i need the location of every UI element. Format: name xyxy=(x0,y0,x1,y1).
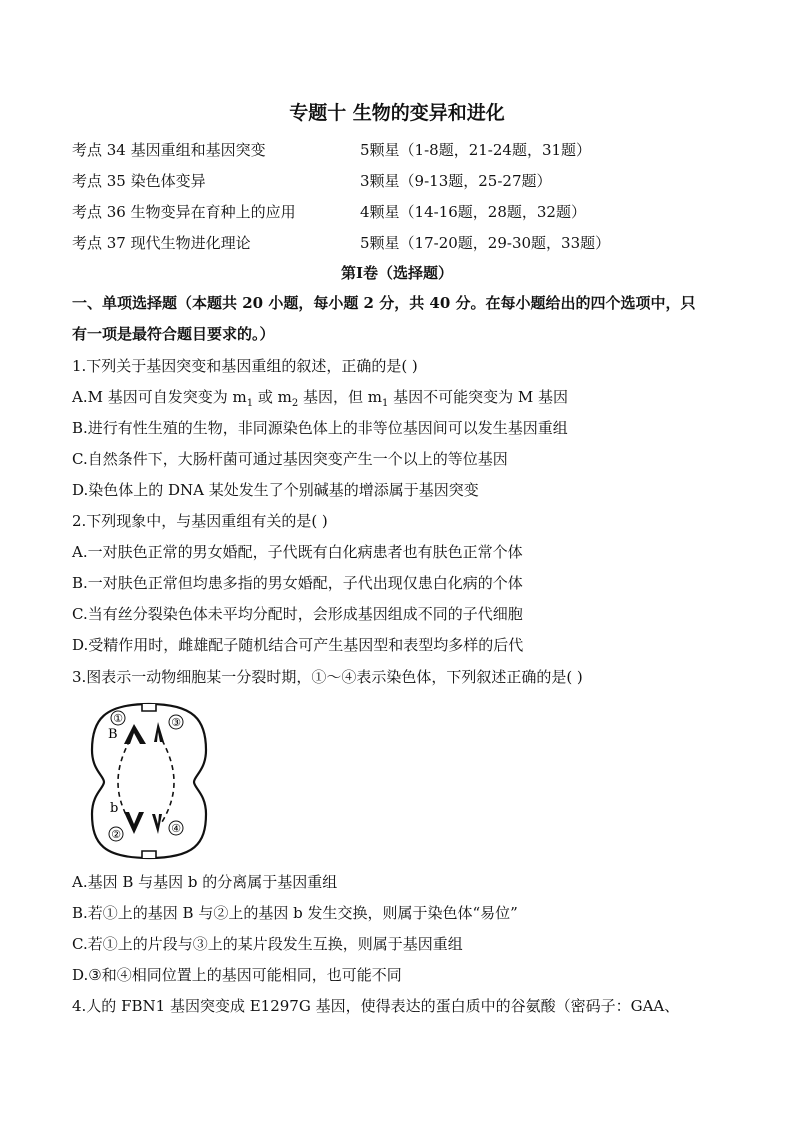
section-instructions-line1: 一、单项选择题（本题共 20 小题，每小题 2 分，共 40 分。在每小题给出的四个选项中，只 xyxy=(72,294,696,312)
section-instructions-line2: 有一项是最符合题目要求的。） xyxy=(72,325,275,343)
q1-option-b: B.进行有性生殖的生物，非同源染色体上的非等位基因间可以发生基因重组 xyxy=(72,419,568,437)
label-gene-B: B xyxy=(108,727,118,742)
q3-option-a: A.基因 B 与基因 b 的分离属于基因重组 xyxy=(72,873,338,891)
q3-option-c: C.若①上的片段与③上的某片段发生互换，则属于基因重组 xyxy=(72,935,463,953)
q2-stem: 2.下列现象中，与基因重组有关的是( ) xyxy=(72,512,328,530)
chromosome-4 xyxy=(152,814,162,834)
kaodian-36-name: 考点 36 生物变异在育种上的应用 xyxy=(72,203,296,221)
kaodian-37-name: 考点 37 现代生物进化理论 xyxy=(72,234,251,252)
chromosome-2 xyxy=(124,812,144,834)
label-gene-b: b xyxy=(110,801,119,816)
label-chromosome-1: ① xyxy=(113,712,123,725)
q1-option-c: C.自然条件下，大肠杆菌可通过基因突变产生一个以上的等位基因 xyxy=(72,450,508,468)
q1-stem: 1.下列关于基因突变和基因重组的叙述，正确的是( ) xyxy=(72,357,418,375)
volume-heading: 第Ⅰ卷（选择题） xyxy=(340,264,454,282)
q1-option-a: A.M 基因可自发突变为 $m_1$ 或 $m_2$ 基因，但 $m_1$ 基因不可能突变为 M 基因 xyxy=(72,388,569,409)
kaodian-34-stars: 5颗星（1-8题，21-24题，31题） xyxy=(360,141,592,159)
centrosome-top xyxy=(142,704,156,711)
label-chromosome-4: ④ xyxy=(171,822,181,835)
q4-stem: 4.人的 FBN1 基因突变成 E1297G 基因，使得表达的蛋白质中的谷氨酸（密码子：GAA、 xyxy=(72,997,680,1015)
kaodian-34-name: 考点 34 基因重组和基因突变 xyxy=(72,141,266,159)
cell-division-figure xyxy=(84,700,214,862)
spindle-right xyxy=(162,740,174,822)
label-chromosome-2: ② xyxy=(111,828,121,841)
kaodian-35-name: 考点 35 染色体变异 xyxy=(72,172,206,190)
spindle-left xyxy=(118,740,130,822)
chromosome-3 xyxy=(154,722,164,742)
q1-option-d: D.染色体上的 DNA 某处发生了个别碱基的增添属于基因突变 xyxy=(72,481,479,499)
q2-option-c: C.当有丝分裂染色体未平均分配时，会形成基因组成不同的子代细胞 xyxy=(72,605,523,623)
q2-option-d: D.受精作用时，雌雄配子随机结合可产生基因型和表型均多样的后代 xyxy=(72,636,524,654)
kaodian-35-stars: 3颗星（9-13题，25-27题） xyxy=(360,172,552,190)
q3-stem: 3.图表示一动物细胞某一分裂时期，①～④表示染色体，下列叙述正确的是( ) xyxy=(72,668,583,686)
centrosome-bottom xyxy=(142,851,156,858)
q3-option-b: B.若①上的基因 B 与②上的基因 b 发生交换，则属于染色体“易位” xyxy=(72,904,518,922)
q2-option-b: B.一对肤色正常但均患多指的男女婚配，子代出现仅患白化病的个体 xyxy=(72,574,523,592)
q2-option-a: A.一对肤色正常的男女婚配，子代既有白化病患者也有肤色正常个体 xyxy=(72,543,523,561)
chromosome-1 xyxy=(124,724,146,744)
page-title: 专题十 生物的变异和进化 xyxy=(289,102,505,124)
label-chromosome-3: ③ xyxy=(171,716,181,729)
kaodian-37-stars: 5颗星（17-20题，29-30题，33题） xyxy=(360,234,611,252)
q3-option-d: D.③和④相同位置上的基因可能相同，也可能不同 xyxy=(72,966,402,984)
kaodian-36-stars: 4颗星（14-16题，28题，32题） xyxy=(360,203,586,221)
